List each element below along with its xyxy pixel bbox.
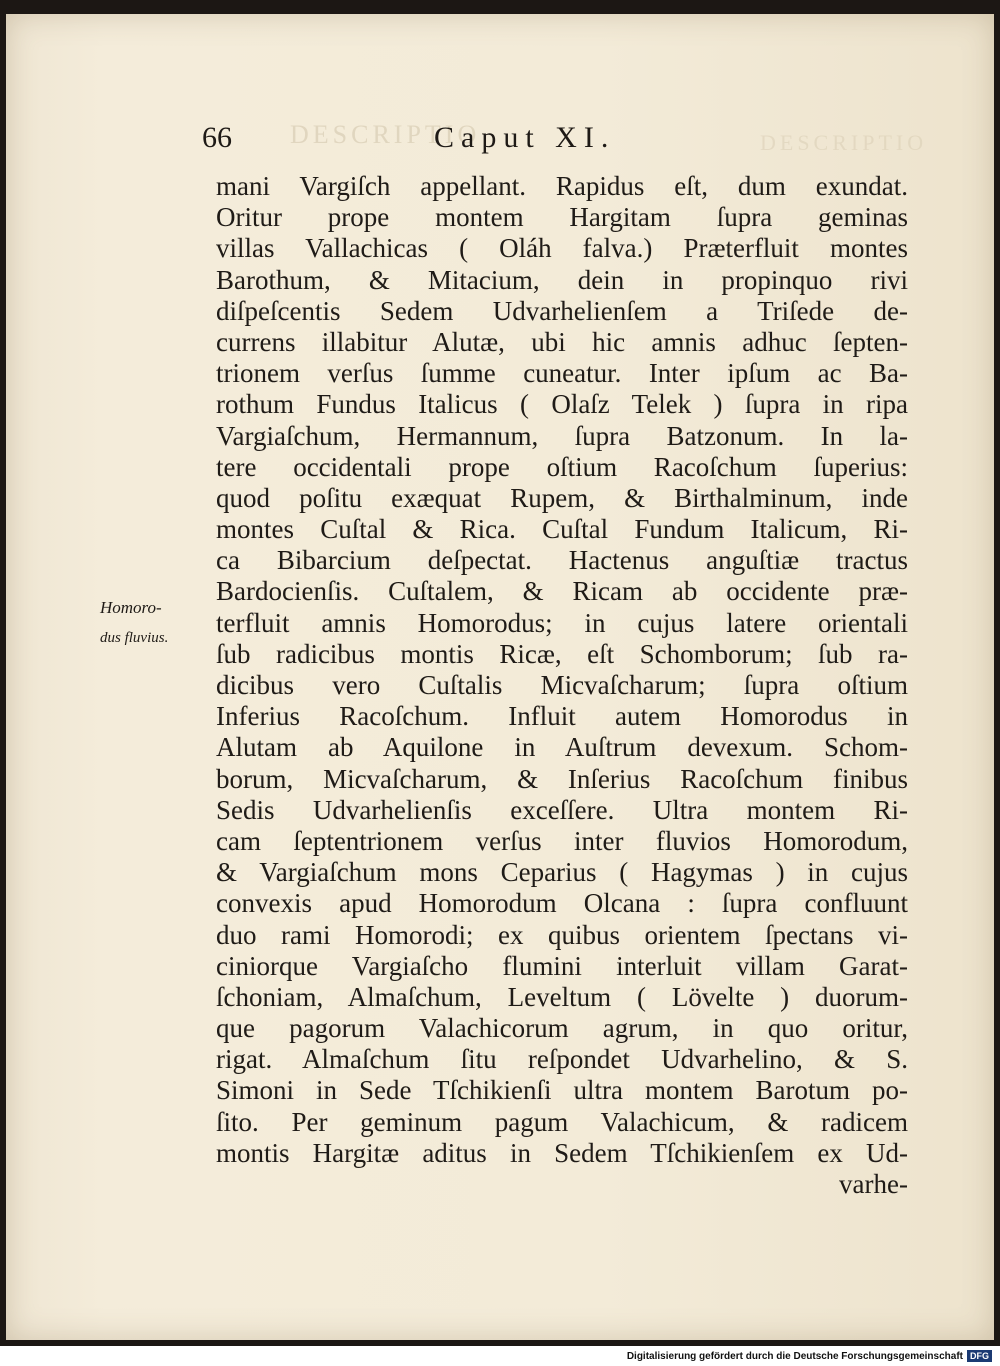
page-header	[202, 118, 906, 158]
text-line: Alutam ab Aquilone in Auſtrum devexum. Schom-	[216, 732, 908, 763]
text-line: rothum Fundus Italicus ( Olaſz Telek ) ſupra in ripa	[216, 389, 908, 420]
margin-note-line-2: dus fluvius.	[100, 630, 169, 646]
text-line: ſchoniam, Almaſchum, Leveltum ( Lövelte ) duorum-	[216, 981, 908, 1012]
dfg-logo: DFG	[967, 1350, 992, 1362]
funding-credit: Digitalisierung gefördert durch die Deutsche Forschungsgemeinschaft	[626, 1350, 963, 1362]
text-line: & Vargiaſchum mons Ceparius ( Hagymas ) in cujus	[216, 857, 908, 888]
page-number: 66	[202, 121, 232, 154]
text-line: trionem verſus ſumme cuneatur. Inter ipſum ac Ba-	[216, 358, 908, 389]
running-title: Caput XI.	[434, 121, 616, 154]
text-line: Oritur prope montem Hargitam ſupra geminas	[216, 202, 908, 233]
text-line: ciniorque Vargiaſcho flumini interluit villam Garat-	[216, 950, 908, 981]
text-line: quod poſitu exæquat Rupem, & Birthalminum, inde	[216, 482, 908, 513]
text-line: villas Vallachicas ( Oláh falva.) Præterfluit montes	[216, 233, 908, 264]
text-line: Barothum, & Mitacium, dein in propinquo rivi	[216, 264, 908, 295]
body-text	[216, 171, 908, 1200]
text-line: Bardocienſis. Cuſtalem, & Ricam ab occidente præ-	[216, 576, 908, 607]
margin-note	[100, 592, 214, 654]
bleed-through-text-right: DESCRIPTIO	[760, 130, 928, 155]
text-line: terfluit amnis Homorodus; in cujus latere orientali	[216, 607, 908, 638]
margin-note-line-1: Homoro-	[100, 598, 162, 617]
text-line: convexis apud Homorodum Olcana : ſupra confluunt	[216, 888, 908, 919]
text-line: ſub radicibus montis Ricæ, eſt Schomborum; ſub ra-	[216, 638, 908, 669]
text-line: montes Cuſtal & Rica. Cuſtal Fundum Italicum, Ri-	[216, 514, 908, 545]
bleed-through-text: DESCRIPTIO	[290, 120, 481, 149]
catchword: varhe-	[839, 1169, 908, 1199]
text-line: diſpeſcentis Sedem Udvarhelienſem a Triſede de-	[216, 295, 908, 326]
digitization-footer	[627, 1350, 992, 1362]
text-line: montis Hargitæ aditus in Sedem Tſchikienſem ex Ud-	[216, 1137, 908, 1168]
text-line: Inferius Racoſchum. Influit autem Homorodus in	[216, 701, 908, 732]
text-line: currens illabitur Alutæ, ubi hic amnis adhuc ſepten-	[216, 326, 908, 357]
text-line: cam ſeptentrionem verſus inter fluvios Homorodum,	[216, 825, 908, 856]
text-line: borum, Micvaſcharum, & Inſerius Racoſchum finibus	[216, 763, 908, 794]
text-line: Vargiaſchum, Hermannum, ſupra Batzonum. In la-	[216, 420, 908, 451]
text-line: ca Bibarcium deſpectat. Hactenus anguſtiæ tractus	[216, 545, 908, 576]
text-line: Simoni in Sede Tſchikienſi ultra montem Barotum po-	[216, 1075, 908, 1106]
text-line: duo rami Homorodi; ex quibus orientem ſpectans vi-	[216, 919, 908, 950]
text-line: ſito. Per geminum pagum Valachicum, & radicem	[216, 1106, 908, 1137]
text-line: Sedis Udvarhelienſis exceſſere. Ultra montem Ri-	[216, 794, 908, 825]
text-line: dicibus vero Cuſtalis Micvaſcharum; ſupra oſtium	[216, 670, 908, 700]
text-line: que pagorum Valachicorum agrum, in quo oritur,	[216, 1013, 908, 1044]
text-line: rigat. Almaſchum ſitu reſpondet Udvarhelino, & S.	[216, 1044, 908, 1075]
text-line: mani Vargiſch appellant. Rapidus eſt, dum exundat.	[216, 171, 908, 201]
text-line: tere occidentali prope oſtium Racoſchum ſuperius:	[216, 451, 908, 482]
